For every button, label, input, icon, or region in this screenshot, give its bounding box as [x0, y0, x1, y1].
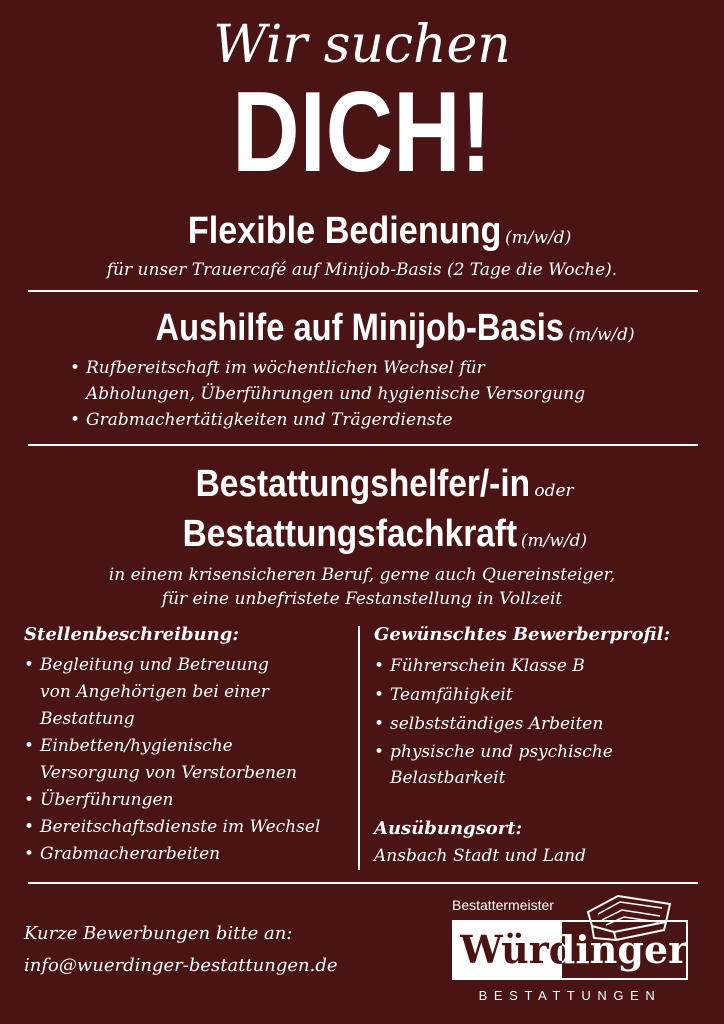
- logo-name-text: Würdinger: [460, 927, 689, 972]
- job1-title: Flexible Bedienung: [187, 210, 502, 252]
- right-column-list: [372, 652, 702, 791]
- divider-1: [28, 290, 698, 292]
- job2-bullet: [68, 355, 688, 407]
- headline-line2: DICH!: [232, 69, 492, 196]
- logo-top-text: Bestattermeister: [452, 897, 554, 913]
- job1-suffix: (m/w/d): [505, 228, 572, 248]
- job3-title2: Bestattungsfachkraft: [182, 513, 517, 555]
- item-line: Grabmacherarbeiten: [40, 844, 221, 864]
- right-column-item: [372, 681, 702, 710]
- item-line: Einbetten/hygienische: [40, 736, 233, 756]
- item-line: Überführungen: [40, 790, 174, 810]
- left-column-item: [22, 841, 352, 868]
- item-line: Versorgung von Verstorbenen: [40, 763, 297, 783]
- job3-heading-2: [0, 508, 724, 568]
- logo-name: [460, 926, 688, 974]
- job2-bullet-line: Rufbereitschaft im wöchentlichen Wechsel für: [86, 358, 485, 378]
- job3-line1: in einem krisensicheren Beruf, gerne auch Quereinsteiger,: [108, 565, 616, 585]
- right-column-item: [372, 710, 702, 739]
- item-line: selbstständiges Arbeiten: [390, 714, 604, 734]
- logo-bottom-text: BESTATTUNGEN: [478, 988, 662, 1003]
- job2-bullet-line: Grabmachertätigkeiten und Trägerdienste: [86, 410, 453, 430]
- job2-title: Aushilfe auf Minijob-Basis: [155, 307, 565, 349]
- job1-description: für unser Trauercafé auf Minijob-Basis (2 Tage die Woche).: [106, 260, 618, 280]
- location-heading: Ausübungsort:: [374, 818, 523, 839]
- right-column-heading: Gewünschtes Bewerberprofil:: [374, 624, 671, 645]
- item-line: Teamfähigkeit: [390, 685, 513, 705]
- job2-bullets: [68, 355, 688, 433]
- job2-heading: [0, 302, 724, 362]
- divider-2: [28, 444, 698, 446]
- divider-3: [28, 882, 698, 884]
- job1-heading: [0, 206, 724, 264]
- item-line: physische und psychische: [390, 742, 613, 762]
- job2-suffix: (m/w/d): [568, 325, 635, 345]
- job2-bullet: [68, 407, 688, 433]
- left-column-item: [22, 733, 352, 787]
- item-line: Bereitschaftsdienste im Wechsel: [40, 817, 321, 837]
- item-line: Begleitung und Betreuung: [40, 655, 269, 675]
- email-link[interactable]: info@wuerdinger-bestattungen.de: [24, 955, 338, 976]
- job2-bullet-line: Abholungen, Überführungen und hygienische Versorgung: [86, 384, 586, 404]
- apply-text: Kurze Bewerbungen bitte an:: [24, 923, 293, 944]
- job3-connector: oder: [534, 481, 574, 501]
- item-line: von Angehörigen bei einer: [40, 682, 269, 702]
- right-column-item: [372, 652, 702, 681]
- headline-line1: Wir suchen: [213, 15, 511, 75]
- job3-title1: Bestattungshelfer/-in: [195, 463, 531, 505]
- left-column-item: [22, 787, 352, 814]
- left-column-item: [22, 814, 352, 841]
- item-line: Bestattung: [40, 709, 135, 729]
- left-column-list: [22, 652, 352, 868]
- left-column-heading: Stellenbeschreibung:: [24, 624, 239, 645]
- right-column-item: [372, 739, 702, 791]
- item-line: Belastbarkeit: [390, 768, 506, 788]
- column-divider: [358, 626, 360, 870]
- left-column-item: [22, 652, 352, 733]
- company-logo: [446, 892, 696, 1012]
- job3-suffix: (m/w/d): [520, 531, 588, 551]
- job3-line2: für eine unbefristete Festanstellung in Vollzeit: [161, 589, 563, 609]
- item-line: Führerschein Klasse B: [390, 656, 585, 676]
- location-value: Ansbach Stadt und Land: [374, 846, 587, 866]
